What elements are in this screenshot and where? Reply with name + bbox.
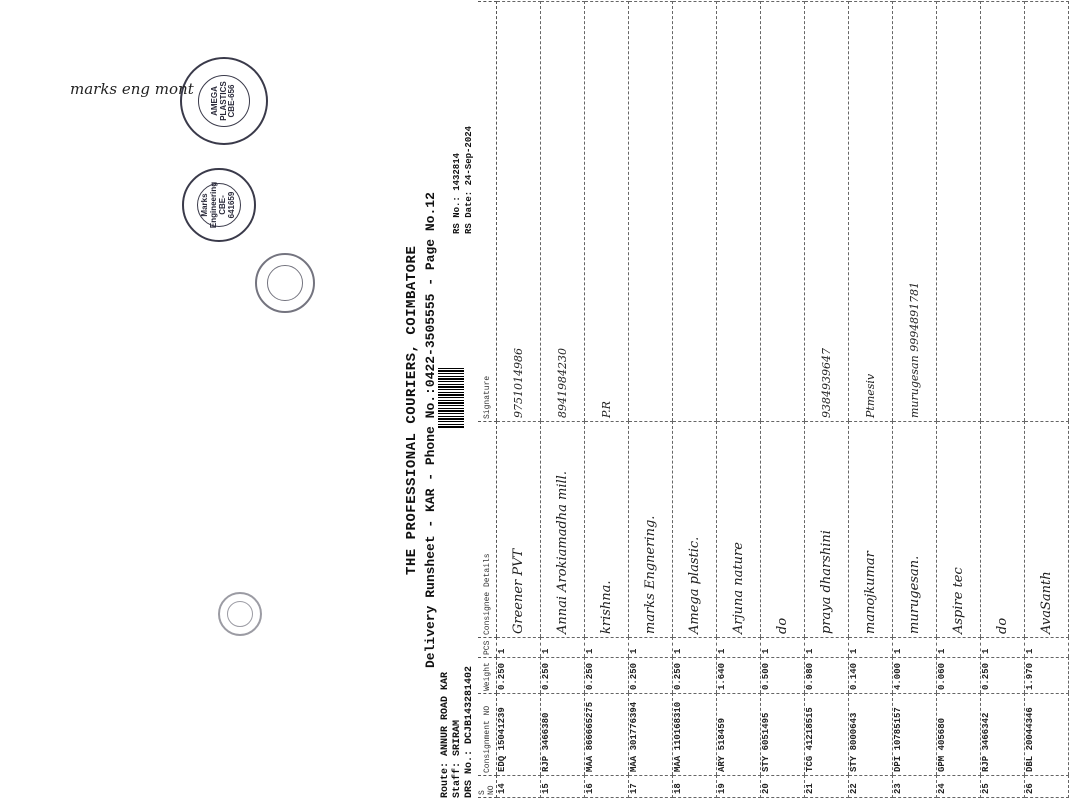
col-header-sno: S NO: [478, 776, 497, 798]
row-signature: P.R: [585, 2, 629, 422]
row-consignee: Annai Arokiamadha mill.: [541, 422, 585, 638]
row-sno: 26: [1025, 776, 1069, 798]
row-consignment: MAA 866665275: [585, 694, 629, 776]
row-sno: 15: [541, 776, 585, 798]
row-weight: 4.000: [893, 658, 937, 694]
row-sno: 22: [849, 776, 893, 798]
row-consignee: murugesan.: [893, 422, 937, 638]
row-pcs: 1: [629, 638, 673, 658]
amega-plastics-stamp: [180, 57, 268, 145]
row-consignment: EDQ 15041239: [497, 694, 541, 776]
row-weight: 0.250: [585, 658, 629, 694]
row-sno: 18: [673, 776, 717, 798]
table-row: [1025, 2, 1069, 798]
table-row: [673, 2, 717, 798]
table-row: [585, 2, 629, 798]
row-pcs: 1: [673, 638, 717, 658]
row-pcs: 1: [849, 638, 893, 658]
col-header-pcs: PCS: [478, 638, 497, 658]
drs-number: DRS No.: DCJB143281402: [464, 665, 475, 798]
row-signature: 9751014986: [497, 2, 541, 422]
faint-weight-stamp-inner: [227, 601, 253, 627]
row-consignment: ARY 518459: [717, 694, 761, 776]
row-sno: 20: [761, 776, 805, 798]
row-signature: Ptmesiv: [849, 2, 893, 422]
row-signature: [673, 2, 717, 422]
row-consignment: STY 8000643: [849, 694, 893, 776]
row-consignee: AvaSanth: [1025, 422, 1069, 638]
row-consignee: do: [761, 422, 805, 638]
amega-stamp-text: AMEGA PLASTICS CBE-656: [198, 75, 250, 127]
row-signature: [937, 2, 981, 422]
table-row: [893, 2, 937, 798]
row-weight: 0.250: [981, 658, 1025, 694]
row-signature: [981, 2, 1025, 422]
row-weight: 0.250: [629, 658, 673, 694]
col-header-weight: Weight: [478, 658, 497, 694]
row-consignee: manojkumar: [849, 422, 893, 638]
row-sno: 19: [717, 776, 761, 798]
rs-number: RS No.: 1432814: [452, 152, 462, 234]
row-consignment: RJP 3466342: [981, 694, 1025, 776]
staff-label: Staff: SRIRAM: [452, 719, 463, 798]
row-sno: 25: [981, 776, 1025, 798]
row-signature: 9384939647: [805, 2, 849, 422]
table-header-row: [478, 2, 497, 798]
row-weight: 1.640: [717, 658, 761, 694]
table-row: [981, 2, 1025, 798]
row-consignment: DPI 10785157: [893, 694, 937, 776]
row-weight: 0.250: [497, 658, 541, 694]
row-pcs: 1: [805, 638, 849, 658]
faint-stamp-inner: [267, 265, 303, 301]
row-pcs: 1: [1025, 638, 1069, 658]
table-row: [805, 2, 849, 798]
table-row: [849, 2, 893, 798]
row-weight: 1.970: [1025, 658, 1069, 694]
row-consignment: MAA 110168310: [673, 694, 717, 776]
row-consignee: krishna.: [585, 422, 629, 638]
row-consignee: Greener PVT: [497, 422, 541, 638]
row-consignment: RJP 3466380: [541, 694, 585, 776]
row-signature: [717, 2, 761, 422]
runsheet-subtitle: Delivery Runsheet - KAR - Phone No.:0422-3505555 - Page No.12: [423, 192, 438, 668]
col-header-signature: Signature: [478, 2, 497, 422]
row-consignee: do: [981, 422, 1025, 638]
row-consignee: Arjuna nature: [717, 422, 761, 638]
row-pcs: 1: [937, 638, 981, 658]
row-pcs: 1: [893, 638, 937, 658]
row-consignee: praya dharshini: [805, 422, 849, 638]
col-header-consignee: Consignee Details: [478, 422, 497, 638]
faint-weight-stamp: [218, 592, 262, 636]
rs-date: RS Date: 24-Sep-2024: [464, 125, 474, 234]
table-row: [717, 2, 761, 798]
row-consignee: Amega plastic.: [673, 422, 717, 638]
row-signature: [629, 2, 673, 422]
table-row: [761, 2, 805, 798]
row-consignment: GPM 405680: [937, 694, 981, 776]
row-signature: [1025, 2, 1069, 422]
row-sno: 17: [629, 776, 673, 798]
row-sno: 14: [497, 776, 541, 798]
row-sno: 21: [805, 776, 849, 798]
row-weight: 0.980: [805, 658, 849, 694]
row-sno: 23: [893, 776, 937, 798]
marks-engineering-stamp: [182, 168, 256, 242]
col-header-consignment: Consignment NO: [478, 694, 497, 776]
row-pcs: 1: [497, 638, 541, 658]
row-signature: murugesan 9994891781: [893, 2, 937, 422]
faint-round-stamp: [255, 253, 315, 313]
marks-stamp-text: Marks Engineering CBE-641659: [197, 183, 241, 227]
margin-handwritten-note: marks eng mont: [70, 80, 194, 98]
row-consignment: DBL 20044346: [1025, 694, 1069, 776]
row-weight: 0.500: [761, 658, 805, 694]
row-pcs: 1: [761, 638, 805, 658]
row-signature: 8941984230: [541, 2, 585, 422]
row-signature: [761, 2, 805, 422]
row-consignment: MAA 301776394: [629, 694, 673, 776]
table-row: [497, 2, 541, 798]
row-consignee: Aspire tec: [937, 422, 981, 638]
table-row: [629, 2, 673, 798]
row-sno: 16: [585, 776, 629, 798]
row-pcs: 1: [981, 638, 1025, 658]
row-consignment: STY 6051495: [761, 694, 805, 776]
runsheet-table: [478, 1, 1069, 798]
row-pcs: 1: [717, 638, 761, 658]
row-weight: 0.250: [673, 658, 717, 694]
row-weight: 0.060: [937, 658, 981, 694]
table-row: [937, 2, 981, 798]
row-pcs: 1: [541, 638, 585, 658]
row-weight: 0.250: [541, 658, 585, 694]
route-label: Route: ANNUR ROAD KAR: [440, 671, 451, 798]
row-pcs: 1: [585, 638, 629, 658]
row-weight: 0.140: [849, 658, 893, 694]
row-sno: 24: [937, 776, 981, 798]
company-title: THE PROFESSIONAL COURIERS, COIMBATORE: [404, 245, 420, 575]
row-consignment: TCG 41218515: [805, 694, 849, 776]
row-consignee: marks Engnering.: [629, 422, 673, 638]
barcode-image: [438, 366, 464, 428]
table-row: [541, 2, 585, 798]
